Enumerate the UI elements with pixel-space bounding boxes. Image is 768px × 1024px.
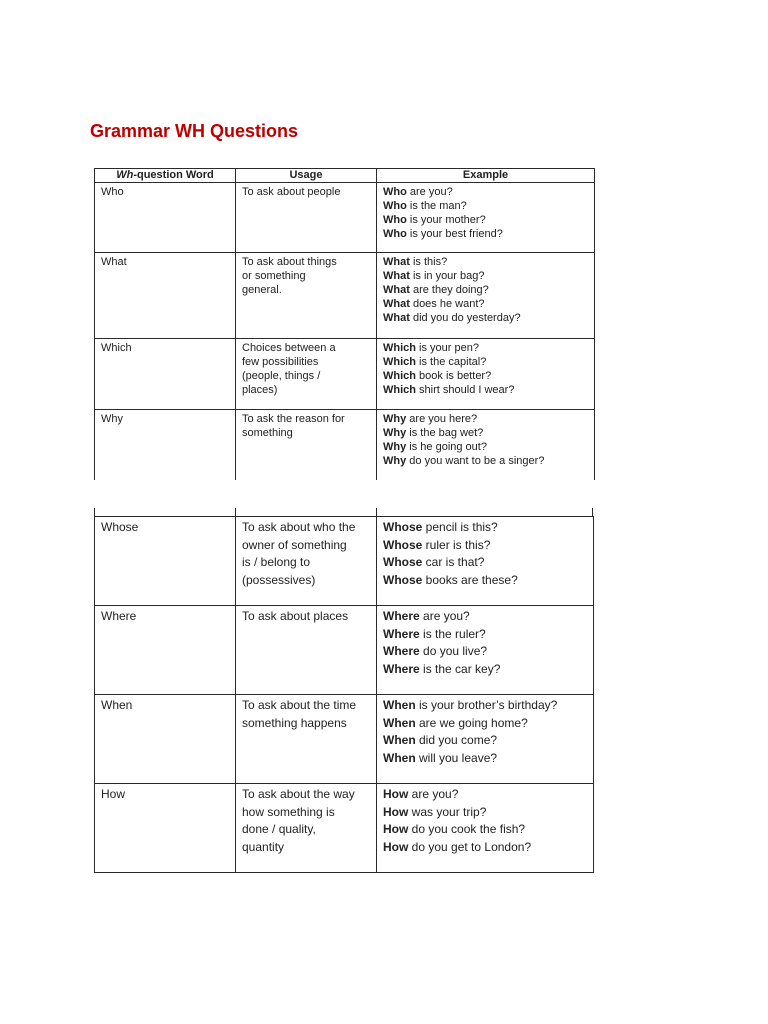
example-sentence [383, 297, 588, 311]
example-keyword: When [383, 733, 416, 748]
example-sentence [383, 821, 587, 839]
usage-line: how something is [242, 804, 335, 819]
example-sentence [383, 227, 588, 241]
usage-line: or something [242, 270, 306, 282]
example-keyword: What [383, 298, 410, 310]
example-cell [377, 183, 595, 253]
usage-line: general. [242, 284, 282, 296]
example-keyword: When [383, 715, 416, 730]
example-keyword: Which [383, 356, 416, 368]
usage-line: something happens [242, 715, 347, 730]
document-title: Grammar WH Questions [90, 121, 299, 141]
example-sentence [383, 519, 587, 537]
example-rest: are you? [419, 609, 470, 623]
table-row [95, 606, 594, 695]
example-sentence [383, 341, 588, 355]
example-rest: is he going out? [406, 441, 487, 453]
example-rest: is the bag wet? [406, 427, 484, 439]
example-sentence [383, 626, 587, 644]
usage-line: places) [242, 384, 278, 396]
example-keyword: When [383, 750, 416, 765]
example-keyword: Which [383, 384, 416, 396]
example-rest: is the man? [406, 200, 467, 212]
example-rest: is your pen? [416, 342, 479, 354]
usage-line: few possibilities [242, 356, 319, 368]
example-keyword: Whose [383, 572, 423, 587]
example-rest: are you? [408, 787, 459, 801]
example-sentence [383, 839, 587, 857]
example-cell [377, 695, 594, 784]
example-sentence [383, 255, 588, 269]
example-sentence [383, 697, 587, 715]
usage-line: (people, things / [242, 370, 321, 382]
header-example: Example [377, 169, 595, 183]
example-keyword: How [383, 839, 409, 854]
example-sentence [383, 643, 587, 661]
example-sentence [383, 572, 587, 590]
example-cell [377, 517, 594, 606]
example-rest: will you leave? [415, 750, 498, 765]
usage-cell [236, 253, 377, 339]
example-sentence [383, 804, 587, 822]
example-rest: did you do yesterday? [409, 312, 521, 324]
table-row [95, 410, 595, 481]
example-sentence [383, 732, 587, 750]
example-keyword: Who [383, 200, 407, 212]
example-sentence [383, 269, 588, 283]
usage-line: To ask about places [242, 609, 349, 623]
example-rest: do you want to be a singer? [406, 455, 545, 467]
usage-line: To ask about the way [242, 787, 355, 801]
example-sentence [383, 661, 587, 679]
usage-line: To ask about who the [242, 520, 356, 534]
example-cell [377, 339, 595, 410]
usage-cell [236, 784, 377, 873]
example-cell [377, 253, 595, 339]
example-cell [377, 606, 594, 695]
table-row [95, 339, 595, 410]
example-keyword: Why [383, 441, 407, 453]
table-row [95, 183, 595, 253]
usage-line: To ask about things [242, 256, 337, 268]
example-rest: book is better? [416, 370, 492, 382]
example-rest: pencil is this? [422, 520, 498, 534]
example-rest: does he want? [409, 298, 485, 310]
usage-line: quantity [242, 839, 285, 854]
example-rest: is your best friend? [406, 228, 503, 240]
example-keyword: Who [383, 186, 407, 198]
example-keyword: How [383, 787, 409, 801]
example-keyword: What [383, 256, 410, 268]
example-keyword: Where [383, 644, 420, 659]
example-sentence [383, 440, 588, 454]
example-sentence [383, 283, 588, 297]
example-sentence [383, 554, 587, 572]
usage-line: owner of something [242, 537, 347, 552]
table-row [95, 784, 594, 873]
table-row [95, 695, 594, 784]
wh-word-cell: How [95, 784, 236, 873]
example-keyword: Why [383, 413, 407, 425]
example-keyword: What [383, 312, 410, 324]
example-sentence [383, 750, 587, 768]
wh-word-cell: Who [95, 183, 236, 253]
wh-word-cell: When [95, 695, 236, 784]
example-sentence [383, 786, 587, 804]
example-keyword: Which [383, 370, 416, 382]
table-row [95, 517, 594, 606]
example-keyword: What [383, 284, 410, 296]
example-keyword: Who [383, 228, 407, 240]
example-sentence [383, 213, 588, 227]
example-rest: are you? [406, 186, 453, 198]
example-rest: is the ruler? [419, 626, 486, 641]
wh-word-cell: What [95, 253, 236, 339]
usage-cell [236, 183, 377, 253]
example-keyword: How [383, 822, 409, 837]
example-keyword: Whose [383, 520, 423, 534]
example-sentence [383, 311, 588, 325]
example-rest: books are these? [422, 572, 518, 587]
usage-cell [236, 339, 377, 410]
usage-cell [236, 606, 377, 695]
wh-word-cell: Which [95, 339, 236, 410]
example-rest: are they doing? [409, 284, 489, 296]
example-keyword: What [383, 270, 410, 282]
example-rest: are you here? [406, 413, 478, 425]
example-keyword: Whose [383, 555, 423, 570]
wh-word-cell: Why [95, 410, 236, 481]
wh-question-table-part-1 [94, 168, 595, 480]
usage-cell [236, 695, 377, 784]
usage-line: Choices between a [242, 342, 336, 354]
example-sentence [383, 454, 588, 468]
example-rest: is your brother’s birthday? [415, 698, 558, 712]
example-rest: did you come? [415, 733, 498, 748]
example-rest: is this? [409, 256, 448, 268]
table-row [95, 253, 595, 339]
example-sentence [383, 383, 588, 397]
example-keyword: Which [383, 342, 416, 354]
example-sentence [383, 608, 587, 626]
usage-line: (possessives) [242, 572, 316, 587]
example-rest: was your trip? [408, 804, 487, 819]
example-sentence [383, 715, 587, 733]
usage-line: To ask about the time [242, 698, 357, 712]
example-sentence [383, 199, 588, 213]
example-sentence [383, 426, 588, 440]
header-wh-question-word: Wh-question Word [95, 169, 236, 183]
example-keyword: Why [383, 427, 407, 439]
example-sentence [383, 369, 588, 383]
usage-cell [236, 517, 377, 606]
example-keyword: Where [383, 661, 420, 676]
example-sentence [383, 537, 587, 555]
example-keyword: Whose [383, 537, 423, 552]
example-rest: car is that? [422, 555, 485, 570]
wh-question-table-part-2 [94, 516, 594, 873]
example-keyword: Why [383, 455, 407, 467]
usage-line: something [242, 427, 293, 439]
usage-line: To ask about people [242, 186, 341, 198]
example-cell [377, 784, 594, 873]
example-rest: is the car key? [419, 661, 501, 676]
example-rest: do you live? [419, 644, 488, 659]
example-rest: is your mother? [406, 214, 486, 226]
example-keyword: Where [383, 609, 420, 623]
example-rest: is in your bag? [409, 270, 485, 282]
usage-line: is / belong to [242, 555, 311, 570]
table-header-row [95, 169, 595, 183]
example-rest: do you get to London? [408, 839, 532, 854]
wh-word-cell: Whose [95, 517, 236, 606]
usage-cell [236, 410, 377, 481]
example-rest: is the capital? [416, 356, 487, 368]
example-sentence [383, 412, 588, 426]
example-keyword: Who [383, 214, 407, 226]
example-rest: do you cook the fish? [408, 822, 526, 837]
usage-line: To ask the reason for [242, 413, 345, 425]
example-keyword: How [383, 804, 409, 819]
example-sentence [383, 355, 588, 369]
usage-line: done / quality, [242, 822, 316, 837]
example-sentence [383, 185, 588, 199]
example-keyword: Where [383, 626, 420, 641]
example-rest: ruler is this? [422, 537, 491, 552]
example-rest: shirt should I wear? [416, 384, 515, 396]
example-cell [377, 410, 595, 481]
header-usage: Usage [236, 169, 377, 183]
example-rest: are we going home? [415, 715, 528, 730]
wh-word-cell: Where [95, 606, 236, 695]
example-keyword: When [383, 698, 416, 712]
